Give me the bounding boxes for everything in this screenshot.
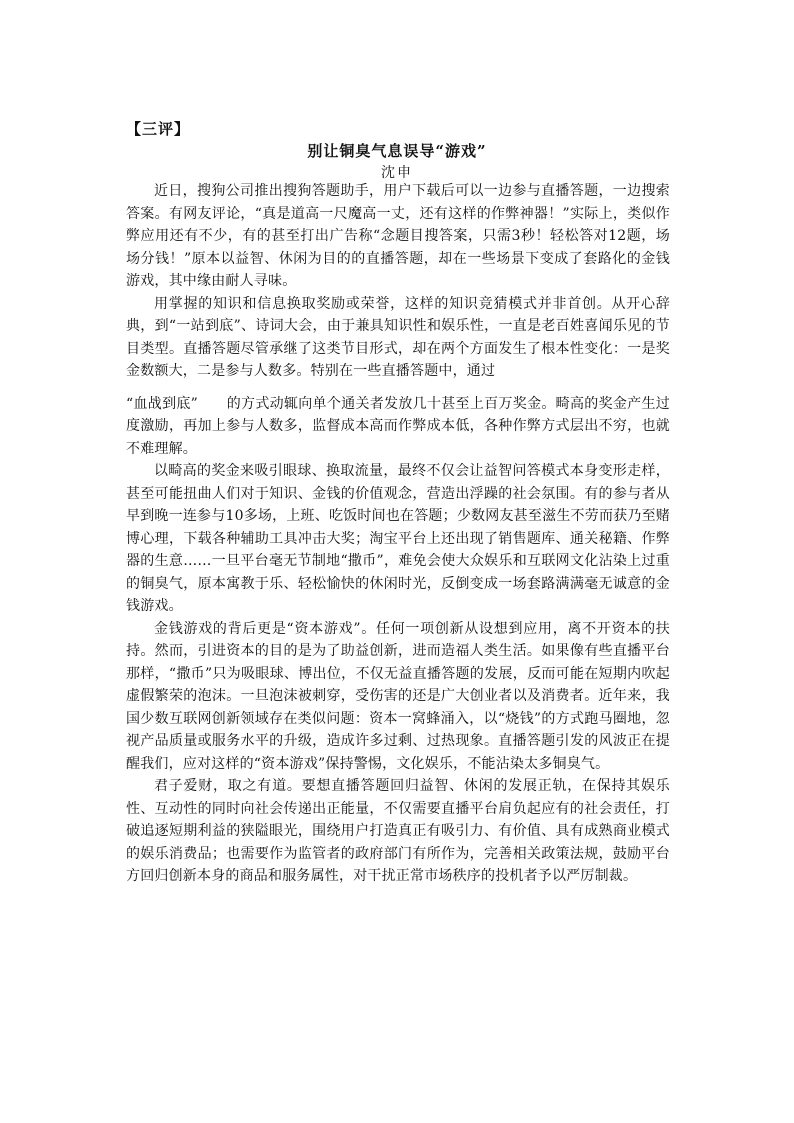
- paragraph-2: 用掌握的知识和信息换取奖励或荣誉，这样的知识竞猜模式并非首创。从开心辞典，到“一站到底”、诗词大会，由于兼具知识性和娱乐性，一直是老百姓喜闻乐见的节目类型。直播答题尽管承继了这类节目形式，却在两个方面发生了根本性变化：一是奖金数额大，二是参与人数多。特别在一些直播答题中，通过: [126, 295, 670, 379]
- paragraph-4: 以畸高的奖金来吸引眼球、换取流量，最终不仅会让益智问答模式本身变形走样，甚至可能扭曲人们对于知识、金钱的价值观念，营造出浮躁的社会氛围。有的参与者从早到晚一连参与10多场，上班、吃饭时间也在答题；少数网友甚至滋生不劳而获乃至赌博心理，下载各种辅助工具冲击大奖；淘宝平台上还出现了销售题库、通关秘籍、作弊器的生意……一旦平台毫无节制地“撒币”，难免会使大众娱乐和互联网文化沾染上过重的铜臭气，原本寓教于乐、轻松愉快的休闲时光，反倒变成一场套路满满毫无诚意的金钱游戏。: [126, 463, 670, 614]
- section-tag: 【三评】: [126, 120, 191, 138]
- article-title: 别让铜臭气息误导“游戏”: [307, 142, 487, 160]
- paragraph-1: 近日，搜狗公司推出搜狗答题助手，用户下载后可以一边参与直播答题，一边搜索答案。有网友评论，“真是道高一尺魔高一丈，还有这样的作弊神器！”实际上，类似作弊应用还有不少，有的甚至打出广告称“念题目搜答案，只需3秒！轻松答对12题，场场分钱！”原本以益智、休闲为目的的直播答题，却在一些场景下变成了套路化的金钱游戏，其中缘由耐人寻味。: [126, 183, 670, 289]
- paragraph-6: 君子爱财，取之有道。要想直播答题回归益智、休闲的发展正轨，在保持其娱乐性、互动性的同时向社会传递出正能量，不仅需要直播平台肩负起应有的社会责任，打破追逐短期利益的狭隘眼光，围绕用户打造真正有吸引力、有价值、具有成熟商业模式的娱乐消费品；也需要作为监管者的政府部门有所作为，完善相关政策法规，鼓励平台方回归创新本身的商品和服务属性，对干扰正常市场秩序的投机者予以严厉制裁。: [126, 778, 670, 884]
- article-body: [126, 180, 670, 888]
- paragraph-3: “血战到底” 的方式动辄向单个通关者发放几十甚至上百万奖金。畸高的奖金产生过度激励，再加上参与人数多，监督成本高而作弊成本低，各种作弊方式层出不穷，也就不难理解。: [126, 395, 670, 457]
- article-author: 沈申: [381, 165, 413, 181]
- paragraph-5: 金钱游戏的背后更是“资本游戏”。任何一项创新从设想到应用，离不开资本的扶持。然而，引进资本的目的是为了助益创新，进而造福人类生活。如果像有些直播平台那样，“撒币”只为吸眼球、博出位，不仅无益直播答题的发展，反而可能在短期内吹起虚假繁荣的泡沫。一旦泡沫被刺穿，受伤害的还是广大创业者以及消费者。近年来，我国少数互联网创新领域存在类似问题：资本一窝蜂涌入，以“烧钱”的方式跑马圈地，忽视产品质量或服务水平的升级，造成许多过剩、过热现象。直播答题引发的风波正在提醒我们，应对这样的“资本游戏”保持警惕，文化娱乐，不能沾染太多铜臭气。: [126, 620, 670, 772]
